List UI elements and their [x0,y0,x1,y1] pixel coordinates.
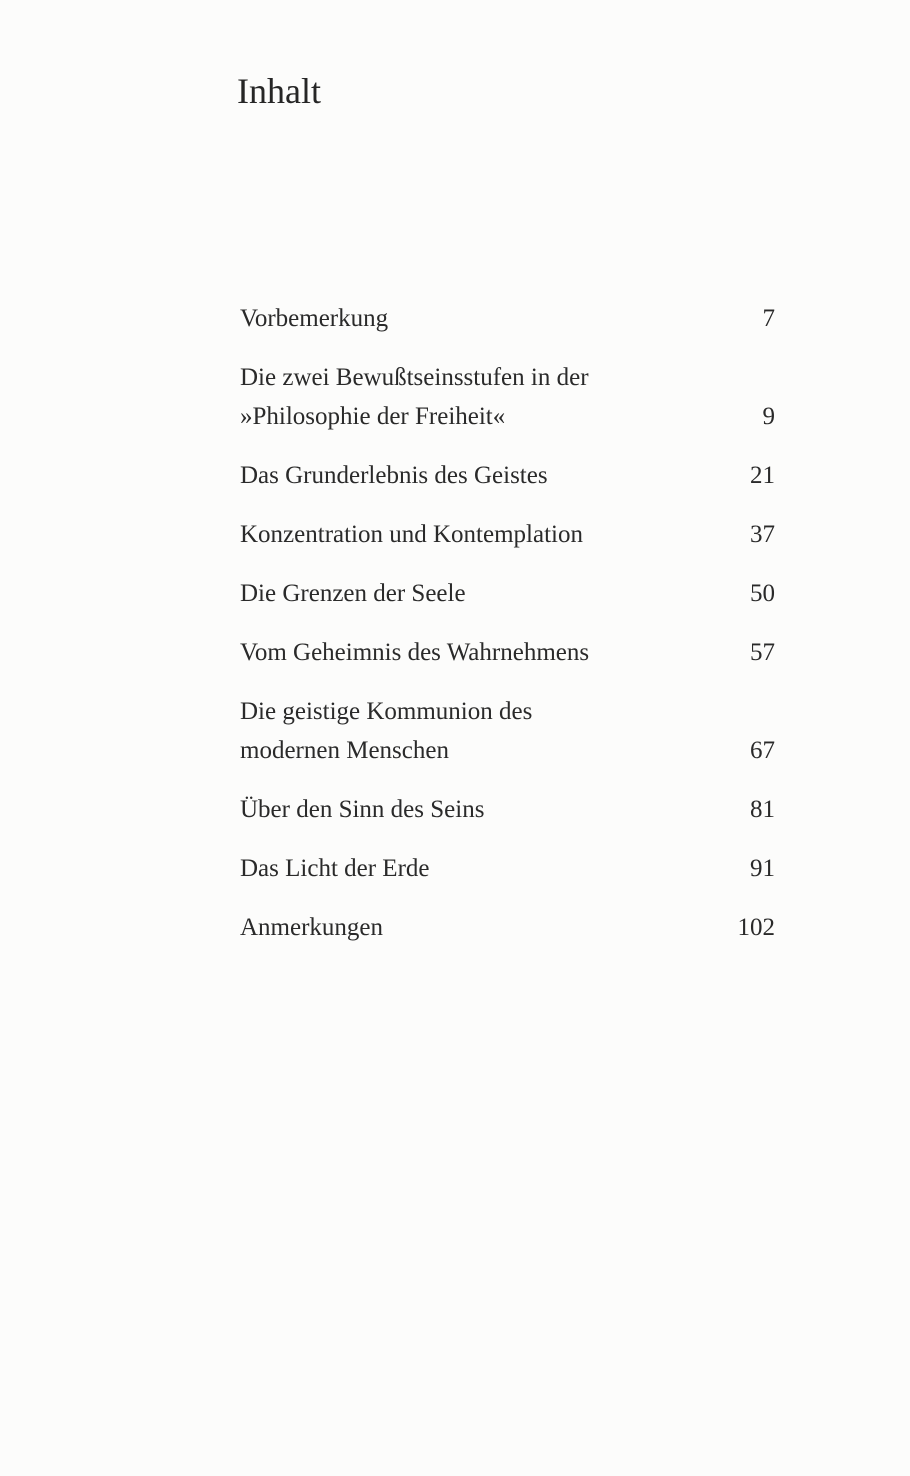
toc-entry-title [240,849,430,888]
toc-entry [240,849,775,888]
toc-entry [240,299,775,338]
toc-entry-title-line: Über den Sinn des Seins [240,796,485,823]
toc-entry-page-number: 57 [750,639,775,666]
toc-entry-title-line: Vorbemerkung [240,305,389,332]
toc-entry-title [240,515,583,554]
toc-entry-page-number: 50 [750,580,775,607]
toc-entry [240,456,775,495]
toc-entry-page-number: 91 [750,855,775,882]
toc-entry-title [240,358,589,436]
toc-entry-title-line: »Philosophie der Freiheit« [240,403,506,430]
toc-entry [240,692,775,770]
toc-entry-title-line: Konzentration und Kontemplation [240,521,583,548]
toc-entry [240,574,775,613]
toc-entry-title [240,633,589,672]
toc-entry-title [240,692,532,770]
toc-entry-page-number: 102 [737,914,775,941]
toc-entry [240,515,775,554]
toc-entry-title-line: Die Grenzen der Seele [240,580,466,607]
toc-entry-title-line: modernen Menschen [240,737,449,764]
toc-entry [240,633,775,672]
page-title: Inhalt [237,71,321,112]
toc-entry-page-number: 9 [762,403,775,430]
toc-entry-title-line: Die zwei Bewußtseinsstufen in der [240,364,589,391]
toc-entry-title [240,908,383,947]
toc-entry-title-line: Die geistige Kommunion des [240,698,533,725]
toc-entry-page-number: 81 [750,796,775,823]
toc-entry-page-number: 67 [750,737,775,764]
toc-entry [240,790,775,829]
toc-entry-page-number: 7 [762,305,775,332]
toc-entry [240,358,775,436]
toc-entry-title [240,574,466,613]
toc-entry [240,908,775,947]
toc-entry-title [240,299,388,338]
toc-entry-title-line: Anmerkungen [240,914,384,941]
toc-entry-title-line: Das Grunderlebnis des Geistes [240,462,548,489]
toc-entry-title [240,456,548,495]
table-of-contents [240,299,775,967]
toc-entry-page-number: 21 [750,462,775,489]
toc-entry-title-line: Das Licht der Erde [240,855,430,882]
toc-entry-title-line: Vom Geheimnis des Wahrnehmens [240,639,590,666]
toc-entry-page-number: 37 [750,521,775,548]
toc-entry-title [240,790,484,829]
